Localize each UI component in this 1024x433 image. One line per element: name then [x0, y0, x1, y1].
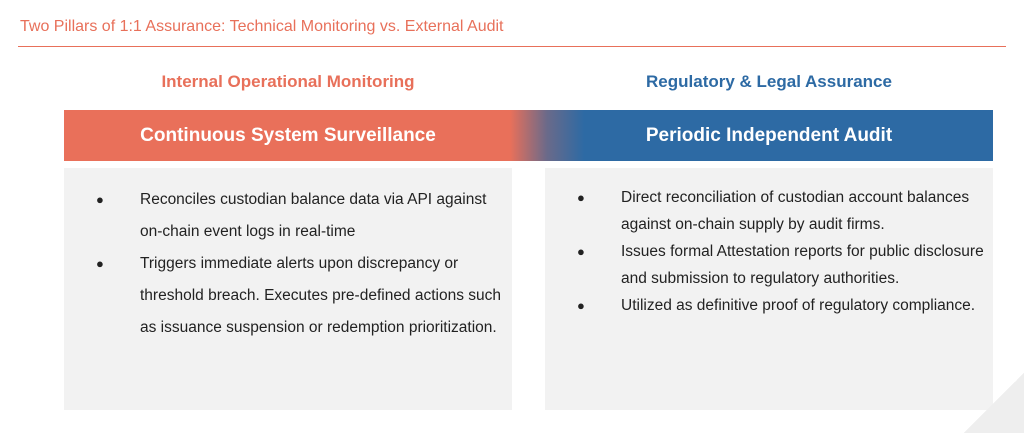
list-item — [94, 184, 504, 248]
slide-title: Two Pillars of 1:1 Assurance: Technical Monitoring vs. External Audit — [20, 18, 504, 35]
bullet-icon: ● — [577, 190, 585, 205]
bullet-icon: ● — [96, 192, 104, 207]
bullet-text: Triggers immediate alerts upon discrepancy or threshold breach. Executes pre-defined actions such as issuance suspension or redemption prioritization. — [140, 255, 502, 336]
left-column-banner-title: Continuous System Surveillance — [140, 125, 436, 146]
right-content-panel — [545, 168, 993, 410]
list-item — [575, 238, 985, 292]
bullet-icon: ● — [96, 256, 104, 271]
list-item — [94, 248, 504, 344]
bullet-icon: ● — [577, 244, 585, 259]
list-item — [575, 184, 985, 238]
right-column-banner-title: Periodic Independent Audit — [645, 125, 893, 146]
bullet-icon: ● — [577, 298, 585, 313]
left-content-panel — [64, 168, 512, 410]
bullet-text: Utilized as definitive proof of regulatory compliance. — [621, 297, 976, 314]
right-bullet-list — [575, 184, 985, 319]
bullet-text: Issues formal Attestation reports for public disclosure and submission to regulatory authorities. — [621, 243, 984, 287]
left-bullet-list — [94, 184, 504, 344]
list-item — [575, 292, 985, 319]
title-divider — [18, 46, 1006, 47]
bullet-text: Direct reconciliation of custodian account balances against on-chain supply by audit firms. — [621, 189, 970, 233]
bullet-text: Reconciles custodian balance data via API against on-chain event logs in real-time — [140, 191, 487, 240]
right-column-subheading: Regulatory & Legal Assurance — [646, 72, 892, 91]
left-column-subheading: Internal Operational Monitoring — [161, 72, 415, 91]
corner-decoration — [964, 373, 1024, 433]
